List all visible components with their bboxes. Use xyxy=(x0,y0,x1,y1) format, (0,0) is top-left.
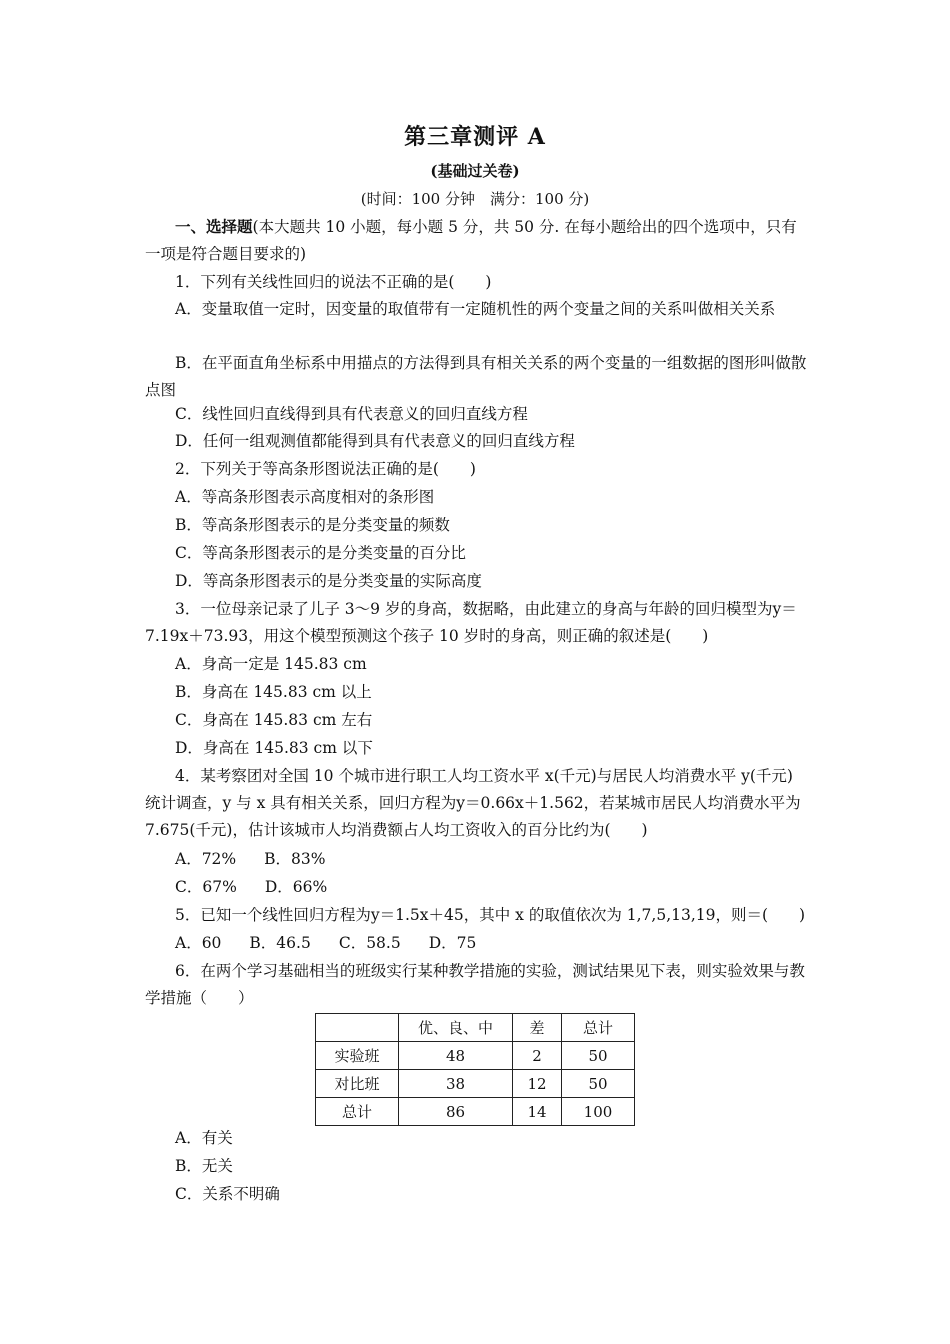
question-5-option-b: B．46.5 xyxy=(249,934,311,952)
table-cell: 100 xyxy=(562,1098,635,1126)
question-5-stem: 5．已知一个线性回归方程为y＝1.5x＋45，其中 x 的取值依次为 1,7,5,13,19，则＝( ) xyxy=(175,906,806,924)
results-table xyxy=(315,1013,635,1126)
question-6-stem: 6．在两个学习基础相当的班级实行某种教学措施的实验，测试结果见下表，则实验效果与教学措施（ ） xyxy=(145,962,805,1007)
page-subtitle: (基础过关卷) xyxy=(430,162,520,180)
page-title: 第三章测评 A xyxy=(404,124,546,150)
question-4-option-a: A．72% xyxy=(175,850,237,868)
question-3-option-d: D．身高在 145.83 cm 以下 xyxy=(175,739,373,757)
table-cell: 48 xyxy=(399,1042,513,1070)
question-2-option-c: C．等高条形图表示的是分类变量的百分比 xyxy=(175,544,466,562)
table-header-cell xyxy=(316,1014,399,1042)
question-1-option-d: D．任何一组观测值都能得到具有代表意义的回归直线方程 xyxy=(175,432,575,450)
question-2-stem: 2．下列关于等高条形图说法正确的是( ) xyxy=(175,460,476,478)
question-5-option-c: C．58.5 xyxy=(338,934,401,952)
question-5-options xyxy=(175,930,476,957)
section-instructions xyxy=(145,213,807,268)
table-row xyxy=(316,1098,635,1126)
question-4-options-row-2 xyxy=(175,874,327,901)
table-header-row xyxy=(316,1014,635,1042)
table-cell: 对比班 xyxy=(316,1070,399,1098)
question-4-option-c: C．67% xyxy=(175,878,237,896)
table-cell: 14 xyxy=(513,1098,562,1126)
table-row xyxy=(316,1042,635,1070)
table-cell: 50 xyxy=(562,1070,635,1098)
table-cell: 86 xyxy=(399,1098,513,1126)
table-cell: 12 xyxy=(513,1070,562,1098)
table-header-cell: 差 xyxy=(513,1014,562,1042)
table-cell: 2 xyxy=(513,1042,562,1070)
question-2-option-a: A．等高条形图表示高度相对的条形图 xyxy=(175,488,435,506)
table-row xyxy=(316,1070,635,1098)
question-3-option-b: B．身高在 145.83 cm 以上 xyxy=(175,683,372,701)
question-6-option-a: A．有关 xyxy=(175,1129,233,1147)
question-4-option-d: D．66% xyxy=(264,878,328,896)
table-cell: 总计 xyxy=(316,1098,399,1126)
table-cell: 实验班 xyxy=(316,1042,399,1070)
table-header-cell: 优、良、中 xyxy=(399,1014,513,1042)
section-note: (本大题共 10 小题，每小题 5 分，共 50 分. 在每小题给出的四个选项中，只有一项是符合题目要求的) xyxy=(145,218,797,263)
question-4-options-row-1 xyxy=(175,846,326,873)
question-1-option-c: C．线性回归直线得到具有代表意义的回归直线方程 xyxy=(175,405,528,423)
question-1-option-b: B．在平面直角坐标系中用描点的方法得到具有相关关系的两个变量的一组数据的图形叫做散点图 xyxy=(145,354,807,399)
question-2-option-b: B．等高条形图表示的是分类变量的频数 xyxy=(175,516,450,534)
question-1-option-a: A．变量取值一定时，因变量的取值带有一定随机性的两个变量之间的关系叫做相关关系 xyxy=(175,300,776,318)
question-1-stem: 1．下列有关线性回归的说法不正确的是( ) xyxy=(175,273,492,291)
question-6-option-c: C．关系不明确 xyxy=(175,1185,280,1203)
table-cell: 50 xyxy=(562,1042,635,1070)
question-3-option-a: A．身高一定是 145.83 cm xyxy=(175,655,367,673)
question-5-option-d: D．75 xyxy=(428,934,477,952)
table-header-cell: 总计 xyxy=(562,1014,635,1042)
question-4-option-b: B．83% xyxy=(264,850,326,868)
time-info: (时间：100 分钟 满分：100 分) xyxy=(360,190,590,208)
question-2-option-d: D．等高条形图表示的是分类变量的实际高度 xyxy=(175,572,482,590)
question-3-option-c: C．身高在 145.83 cm 左右 xyxy=(175,711,373,729)
question-6-option-b: B．无关 xyxy=(175,1157,233,1175)
question-5-option-a: A．60 xyxy=(175,934,222,952)
question-4-stem: 4．某考察团对全国 10 个城市进行职工人均工资水平 x(千元)与居民人均消费水平 y(千元)统计调查，y 与 x 具有相关关系，回归方程为y＝0.66x＋1.562，若某城市居民人均消费水平为 7.675(千元)，估计该城市人均消费额占人均工资收入的百分比约为( ) xyxy=(145,767,801,839)
question-3-stem: 3．一位母亲记录了儿子 3～9 岁的身高，数据略，由此建立的身高与年龄的回归模型为y＝7.19x＋73.93，用这个模型预测这个孩子 10 岁时的身高，则正确的叙述是( ) xyxy=(145,600,797,645)
section-heading: 一、选择题 xyxy=(175,217,253,236)
table-cell: 38 xyxy=(399,1070,513,1098)
